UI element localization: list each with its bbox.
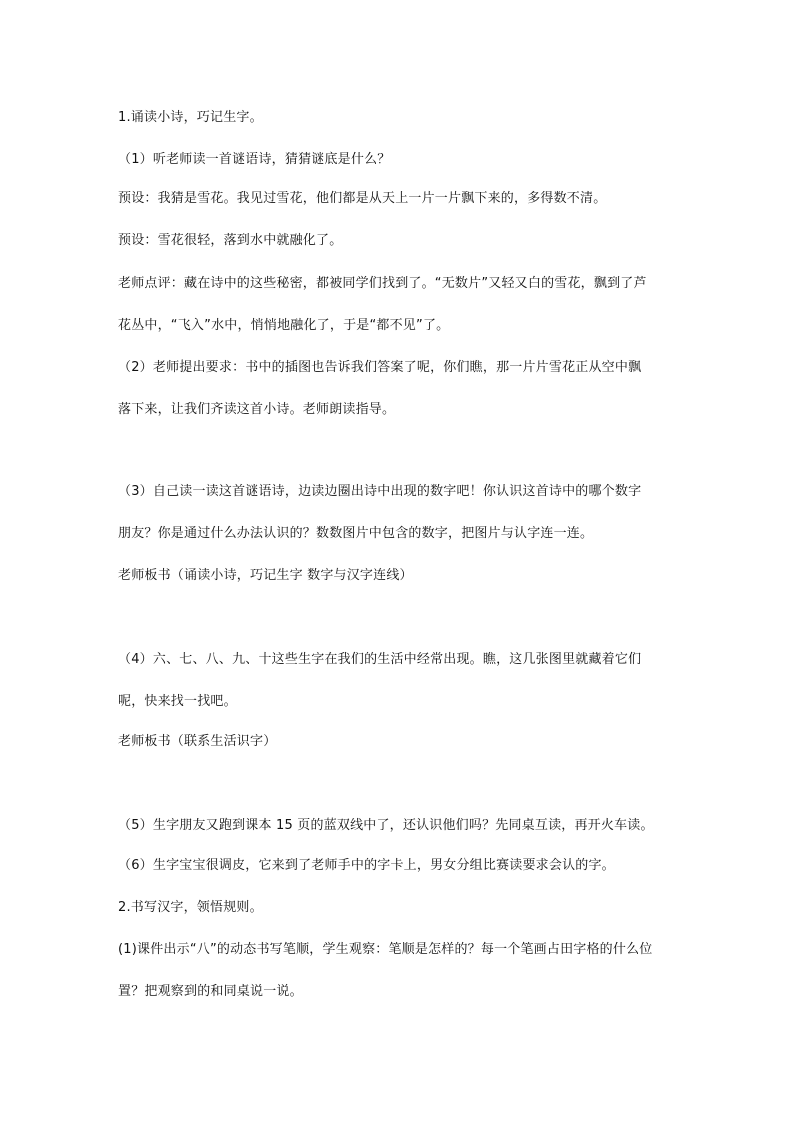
- teacher-comment-line-2: 花丛中，“飞入”水中，悄悄地融化了，于是“都不见”了。: [118, 318, 450, 333]
- step-3-line-2: 朋友？你是通过什么办法认识的？数数图片中包含的数字，把图片与认字连一连。: [118, 526, 594, 541]
- step-2-line-1: （2）老师提出要求：书中的插图也告诉我们答案了呢，你们瞧，那一片片雪花正从空中飘: [118, 360, 642, 375]
- writing-step-1-line-2: 置？把观察到的和同桌说一说。: [118, 984, 303, 999]
- preset-answer-2: 预设：雪花很轻，落到水中就融化了。: [118, 233, 343, 248]
- teacher-comment-line-1: 老师点评：藏在诗中的这些秘密，都被同学们找到了。“无数片”又轻又白的雪花，飘到了芦: [118, 276, 647, 291]
- writing-step-1-line-1: (1)课件出示“八”的动态书写笔顺，学生观察：笔顺是怎样的？每一个笔画占田字格的什么位: [118, 942, 653, 957]
- section-2-heading: 2.书写汉字，领悟规则。: [118, 900, 263, 915]
- preset-answer-1: 预设：我猜是雪花。我见过雪花，他们都是从天上一片一片飘下来的，多得数不清。: [118, 191, 607, 206]
- step-5: （5）生字朋友又跑到课本 15 页的蓝双线中了，还认识他们吗？先同桌互读，再开火车读。: [118, 818, 654, 833]
- step-6: （6）生字宝宝很调皮，它来到了老师手中的字卡上，男女分组比赛读要求会认的字。: [118, 858, 615, 873]
- step-4-line-2: 呢，快来找一找吧。: [118, 694, 237, 709]
- board-writing-1: 老师板书（诵读小诗，巧记生字 数字与汉字连线）: [118, 568, 413, 583]
- step-4-line-1: （4）六、七、八、九、十这些生字在我们的生活中经常出现。瞧，这几张图里就藏着它们: [118, 652, 642, 667]
- step-2-line-2: 落下来，让我们齐读这首小诗。老师朗读指导。: [118, 402, 396, 417]
- step-1-riddle-question: （1）听老师读一首谜语诗，猜猜谜底是什么？: [118, 152, 391, 167]
- section-1-heading: 1.诵读小诗，巧记生字。: [118, 110, 263, 125]
- step-3-line-1: （3）自己读一读这首谜语诗，边读边圈出诗中出现的数字吧！你认识这首诗中的哪个数字: [118, 484, 642, 499]
- board-writing-2: 老师板书（联系生活识字）: [118, 734, 277, 749]
